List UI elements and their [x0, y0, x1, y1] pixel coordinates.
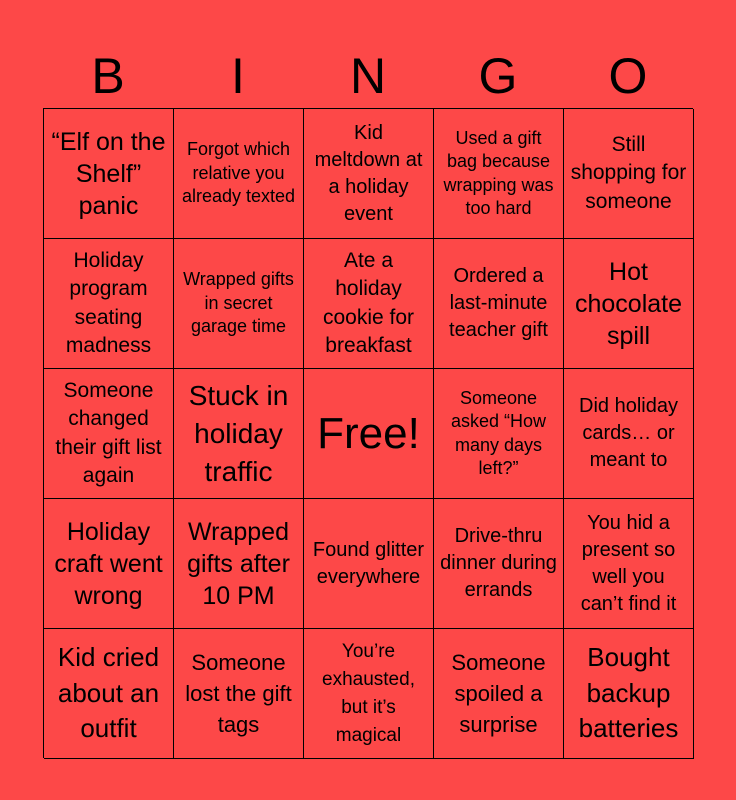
bingo-cell[interactable] [304, 499, 434, 629]
cell-text: Did holiday cards… or meant to [579, 395, 678, 471]
header-letter-i: I [231, 48, 245, 104]
cell-text: Someone asked “How many days left?” [450, 387, 547, 478]
bingo-cell[interactable] [434, 499, 564, 629]
bingo-cell[interactable] [44, 109, 174, 239]
bingo-cell[interactable] [44, 629, 174, 759]
bingo-cell[interactable] [174, 629, 304, 759]
bingo-cell[interactable] [304, 239, 434, 369]
bingo-cell[interactable] [434, 629, 564, 759]
cell-text: You hid a present so well you can’t find it [580, 511, 677, 615]
bingo-cell[interactable] [174, 499, 304, 629]
cell-text: Ordered a last-minute teacher gift [449, 265, 548, 341]
header-letter-g: G [478, 48, 518, 104]
cell-text: Wrapped gifts after 10 PM [187, 517, 290, 610]
cell-text: Forgot which relative you already texted [181, 139, 296, 207]
bingo-card [43, 108, 693, 758]
bingo-cell[interactable] [434, 239, 564, 369]
bingo-header [43, 44, 693, 108]
cell-text: Someone lost the gift tags [185, 650, 292, 737]
bingo-cell[interactable] [434, 369, 564, 499]
cell-text: Wrapped gifts in secret garage time [183, 269, 294, 337]
header-letter-o: O [608, 48, 648, 104]
cell-text: Holiday craft went wrong [54, 517, 163, 610]
cell-text: Someone changed their gift list again [55, 378, 162, 487]
cell-text: Drive-thru dinner during errands [440, 525, 557, 601]
cell-text: Still shopping for someone [570, 132, 687, 213]
bingo-cell[interactable] [564, 369, 694, 499]
bingo-cell[interactable] [174, 109, 304, 239]
bingo-cell[interactable] [304, 629, 434, 759]
cell-text: “Elf on the Shelf” panic [51, 127, 166, 220]
bingo-cell[interactable] [174, 369, 304, 499]
free-space[interactable] [304, 369, 434, 499]
cell-text: Ate a holiday cookie for breakfast [322, 248, 415, 357]
cell-text: Free! [317, 408, 420, 458]
cell-text: Holiday program seating madness [65, 248, 152, 357]
bingo-cell[interactable] [304, 109, 434, 239]
bingo-cell[interactable] [564, 239, 694, 369]
header-letter-b: B [91, 48, 125, 104]
cell-text: Found glitter everywhere [312, 538, 425, 588]
bingo-cell[interactable] [564, 499, 694, 629]
cell-text: Kid cried about an outfit [57, 642, 160, 744]
bingo-cell[interactable] [44, 369, 174, 499]
cell-text: Used a gift bag because wrapping was too hard [443, 127, 554, 218]
bingo-cell[interactable] [434, 109, 564, 239]
cell-text: Kid meltdown at a holiday event [314, 121, 423, 225]
cell-text: Someone spoiled a surprise [451, 650, 546, 737]
bingo-cell[interactable] [44, 239, 174, 369]
cell-text: Bought backup batteries [578, 642, 679, 744]
cell-text: You’re exhausted, but it’s magical [322, 640, 415, 746]
cell-text: Stuck in holiday traffic [188, 379, 289, 487]
bingo-cell[interactable] [44, 499, 174, 629]
header-letter-n: N [349, 48, 387, 104]
cell-text: Hot chocolate spill [574, 257, 683, 350]
bingo-cell[interactable] [564, 109, 694, 239]
bingo-cell[interactable] [174, 239, 304, 369]
bingo-cell[interactable] [564, 629, 694, 759]
